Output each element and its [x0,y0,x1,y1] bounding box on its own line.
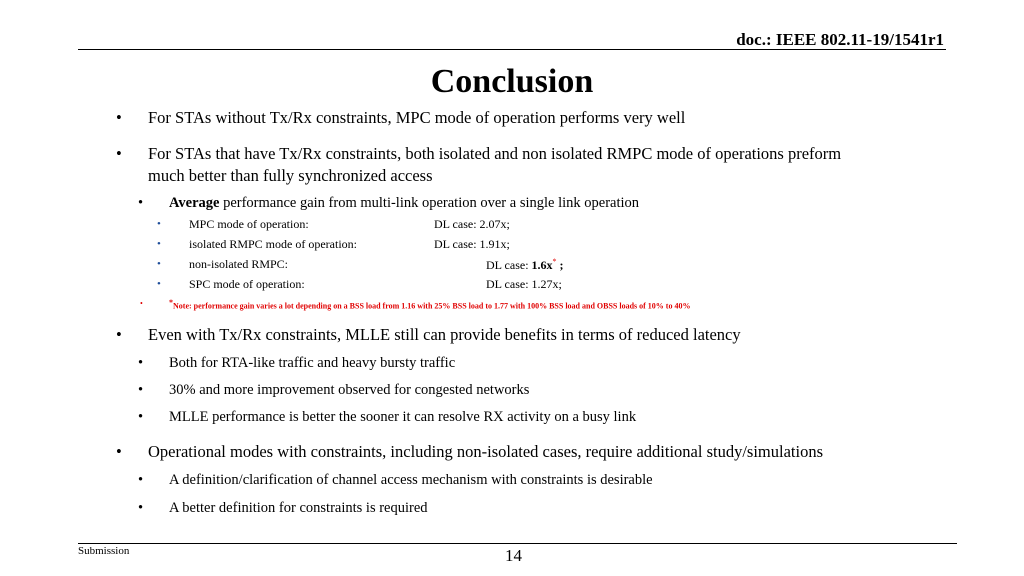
bullet-text: Even with Tx/Rx constraints, MLLE still can provide benefits in terms of reduced latency [148,325,741,344]
performance-note [169,298,690,311]
mode-case: DL case: 1.27x; [486,277,562,291]
sub-bullet-icon: • [138,195,144,211]
footnote-marker: * [552,257,557,266]
footer-rule [78,543,957,544]
mode-label: SPC mode of operation: [189,277,305,291]
footer-submission: Submission [78,545,130,557]
page-number: 14 [505,546,522,565]
sub-bullet-icon: • [138,409,144,425]
bullet-icon: • [116,442,122,461]
bullet-text: Operational modes with constraints, including non-isolated cases, require additional study/simulations [148,442,823,461]
sub-bullet-icon: • [138,500,144,516]
level3-bullet-icon: • [157,218,161,230]
header-rule [78,49,946,50]
note-star: * [169,298,173,307]
level3-bullet-icon: • [157,278,161,290]
mode-label: isolated RMPC mode of operation: [189,237,357,251]
bullet-text: For STAs without Tx/Rx constraints, MPC mode of operation performs very well [148,108,686,127]
mode-label: non-isolated RMPC: [189,257,289,271]
average-rest: performance gain from multi-link operation over a single link operation [219,195,640,211]
mode-case-value: 1.6x [531,258,553,272]
mode-case: DL case: 1.91x; [434,237,510,251]
mode-case-suffix: ; [556,258,564,272]
note-text: Note: performance gain varies a lot depending on a BSS load from 1.16 with 25% BSS load to 1.77 with 100% BSS load and OBSS loads of 10% to 40% [173,301,691,311]
sub-bullet-icon: • [138,355,144,371]
mode-case: DL case: 2.07x; [434,217,510,231]
mode-label: MPC mode of operation: [189,217,309,231]
sub-bullet-text: MLLE performance is better the sooner it can resolve RX activity on a busy link [169,409,637,425]
bullet-text: For STAs that have Tx/Rx constraints, both isolated and non isolated RMPC mode of operations preform [148,144,842,163]
note-bullet-icon: • [140,299,143,308]
slide-title: Conclusion [430,63,594,100]
sub-bullet-icon: • [138,472,144,488]
bullet-text-continued: much better than fully synchronized access [148,166,433,185]
sub-bullet-text: A better definition for constraints is required [169,500,428,516]
average-bold: Average [169,195,220,211]
sub-bullet-text: 30% and more improvement observed for congested networks [169,382,530,398]
bullet-icon: • [116,144,122,163]
doc-id: doc.: IEEE 802.11-19/1541r1 [736,30,944,49]
sub-bullet-icon: • [138,382,144,398]
level3-bullet-icon: • [157,258,161,270]
bullet-icon: • [116,325,122,344]
sub-bullet-text: Both for RTA-like traffic and heavy bursty traffic [169,355,456,371]
mode-case [486,257,564,273]
mode-case-prefix: DL case: [486,258,532,272]
average-line [169,195,639,212]
bullet-icon: • [116,108,122,127]
level3-bullet-icon: • [157,238,161,250]
sub-bullet-text: A definition/clarification of channel access mechanism with constraints is desirable [169,472,653,488]
